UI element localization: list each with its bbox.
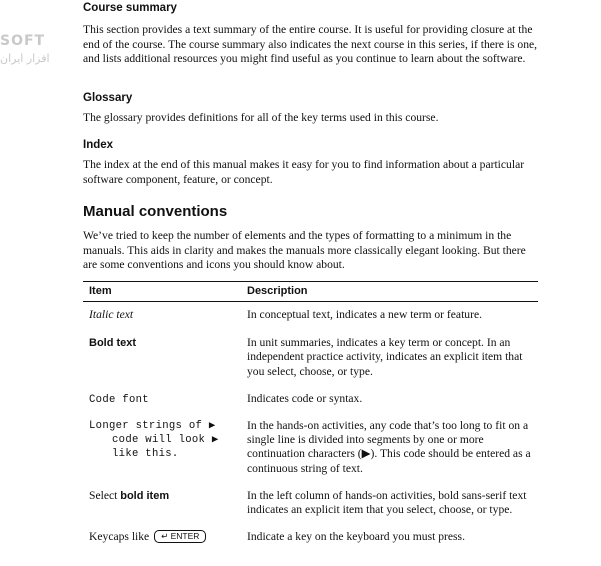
column-header-item: Item: [83, 282, 247, 302]
section-body: The index at the end of this manual makes it easy for you to find information about a particular software component, feature, or concept.: [83, 158, 525, 186]
section-glossary: [83, 91, 538, 126]
row-description: Indicate a key on the keyboard you must press.: [247, 530, 465, 544]
row-description: In unit summaries, indicates a key term or concept. In an independent practice activity, indicates an explicit item that you select, choose, or type.: [247, 336, 523, 378]
item-bold-text: Bold text: [89, 337, 137, 350]
table-header-row: [83, 282, 538, 302]
enter-keycap-icon: ↵ ENTER: [154, 530, 206, 543]
section-heading: Course summary: [83, 2, 177, 14]
row-description: In conceptual text, indicates a new term or feature.: [247, 308, 482, 321]
row-description: Indicates code or syntax.: [247, 391, 363, 405]
conventions-table: [83, 281, 538, 544]
section-course-summary: [83, 1, 538, 67]
watermark: [0, 34, 90, 66]
item-prefix: Keycaps like: [89, 530, 153, 544]
item-italic-text: Italic text: [89, 308, 134, 321]
section-body: The glossary provides definitions for all of the key terms used in this course.: [83, 111, 439, 124]
row-description: In the left column of hands-on activities, bold sans-serif text indicates an explicit item that you select, choose, or type.: [247, 488, 527, 517]
table-row: [83, 489, 538, 530]
section-index: [83, 138, 538, 187]
conventions-title: Manual conventions: [83, 203, 228, 220]
conventions-intro: We’ve tried to keep the number of elements and the types of formatting to a minimum in the manuals. This aids in clarity and makes the manuals more classically elegant looking. But there are some conventions and icons you should know about.: [83, 229, 526, 272]
item-code-line: code will look ▶: [112, 434, 219, 447]
item-prefix: Select: [89, 488, 121, 502]
column-header-description: Description: [247, 282, 538, 302]
section-heading: Index: [83, 139, 114, 151]
table-row: [83, 392, 538, 419]
row-description: In the hands-on activities, any code that’s too long to fit on a single line is divided into segments by one or more continuation characters (▶). This code should be entered as a continuous string of text.: [247, 419, 531, 475]
section-heading: Glossary: [83, 92, 133, 104]
table-row: [83, 419, 538, 489]
watermark-line-2: افزار ایران: [0, 52, 50, 65]
section-manual-conventions: [83, 203, 538, 273]
table-row: [83, 336, 538, 392]
item-code-line: Longer strings of ▶: [89, 420, 216, 433]
section-body: This section provides a text summary of the entire course. It is useful for providing closure at the end of the course. The course summary also indicates the next course in this series, if there is one, and lists additional resources you might find useful as you continue to learn about the software.: [83, 23, 538, 66]
item-bold-sans: bold item: [120, 489, 170, 502]
table-row: [83, 530, 538, 544]
item-code-font: Code font: [89, 393, 149, 406]
item-code-line: like this.: [112, 448, 179, 461]
watermark-line-1: SOFT: [0, 33, 46, 49]
table-row: [83, 302, 538, 337]
